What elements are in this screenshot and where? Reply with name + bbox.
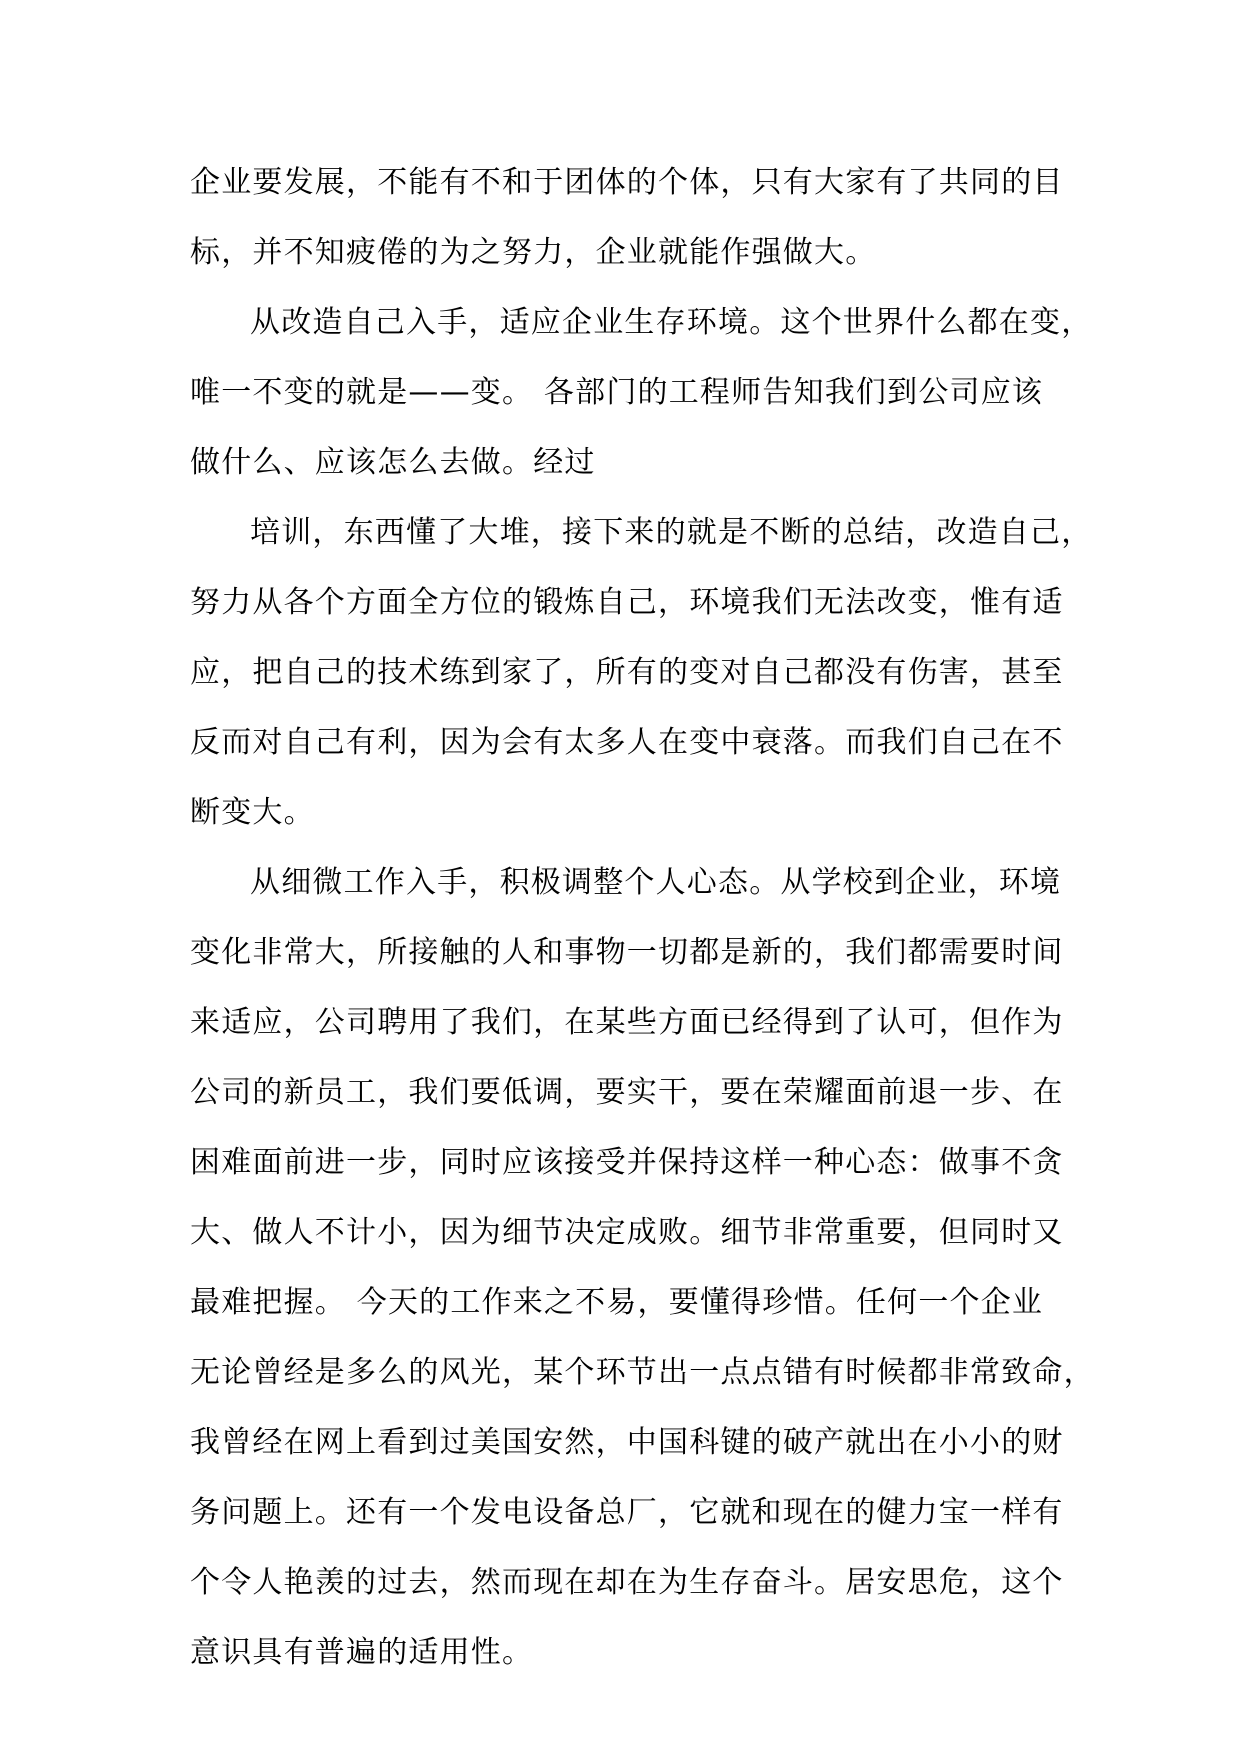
paragraph-4-line-5: 困难面前进一步，同时应该接受并保持这样一种心态：做事不贪 xyxy=(190,1145,1064,1180)
paragraph-3-line-2: 努力从各个方面全方位的锻炼自己，环境我们无法改变，惟有适 xyxy=(190,585,1064,620)
paragraph-3-line-5: 断变大。 xyxy=(190,795,315,830)
paragraph-2-line-1: 从改造自己入手，适应企业生存环境。这个世界什么都在变， xyxy=(250,305,1093,340)
paragraph-4-line-9: 我曾经在网上看到过美国安然，中国科键的破产就出在小小的财 xyxy=(190,1425,1064,1460)
paragraph-2-line-3: 做什么、应该怎么去做。经过 xyxy=(190,445,596,480)
paragraph-3-line-1: 培训，东西懂了大堆，接下来的就是不断的总结，改造自己， xyxy=(250,515,1093,550)
paragraph-4-line-8: 无论曾经是多么的风光，某个环节出一点点错有时候都非常致命， xyxy=(190,1355,1095,1390)
paragraph-1-line-2: 标，并不知疲倦的为之努力，企业就能作强做大。 xyxy=(190,235,877,270)
paragraph-4-line-6: 大、做人不计小，因为细节决定成败。细节非常重要，但同时又 xyxy=(190,1215,1064,1250)
paragraph-3-line-4: 反而对自己有利，因为会有太多人在变中衰落。而我们自己在不 xyxy=(190,725,1064,760)
paragraph-3-line-3: 应，把自己的技术练到家了，所有的变对自己都没有伤害，甚至 xyxy=(190,655,1064,690)
paragraph-4-line-12: 意识具有普遍的适用性。 xyxy=(190,1635,534,1670)
paragraph-4-line-3: 来适应，公司聘用了我们，在某些方面已经得到了认可，但作为 xyxy=(190,1005,1064,1040)
paragraph-2-line-2: 唯一不变的就是——变。 各部门的工程师告知我们到公司应该 xyxy=(190,375,1044,410)
paragraph-4-line-4: 公司的新员工，我们要低调，要实干，要在荣耀面前退一步、在 xyxy=(190,1075,1064,1110)
paragraph-4-line-1: 从细微工作入手，积极调整个人心态。从学校到企业，环境 xyxy=(250,865,1062,900)
paragraph-4-line-11: 个令人艳羡的过去，然而现在却在为生存奋斗。居安思危，这个 xyxy=(190,1565,1064,1600)
paragraph-1-line-1: 企业要发展，不能有不和于团体的个体，只有大家有了共同的目 xyxy=(190,165,1064,200)
paragraph-4-line-10: 务问题上。还有一个发电设备总厂，它就和现在的健力宝一样有 xyxy=(190,1495,1064,1530)
paragraph-4-line-2: 变化非常大，所接触的人和事物一切都是新的，我们都需要时间 xyxy=(190,935,1064,970)
paragraph-4-line-7: 最难把握。 今天的工作来之不易，要懂得珍惜。任何一个企业 xyxy=(190,1285,1044,1320)
